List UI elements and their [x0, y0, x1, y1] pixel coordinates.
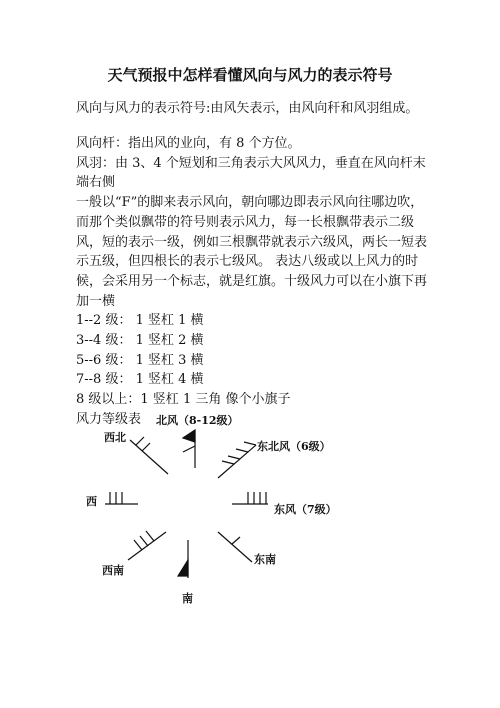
scale-line-5-6: 5--6 级： 1 竖杠 3 横 [76, 352, 204, 368]
label-northeast: 东北风（6级） [257, 440, 331, 453]
label-north: 北风（8-12级） [156, 414, 239, 427]
northeast-wind-symbol [218, 442, 256, 478]
paragraph-wind-pole: 风向杆：指出风的业向，有 8 个方位。 [76, 136, 301, 151]
intro-text: 风向与风力的表示符号:由风矢表示，由风向秆和风羽组成。 [76, 101, 419, 116]
label-southwest: 西南 [102, 564, 124, 577]
label-south: 南 [182, 592, 193, 605]
label-southeast: 东南 [254, 553, 276, 566]
southeast-wind-symbol [218, 532, 252, 562]
south-wind-symbol [178, 540, 188, 578]
scale-table-heading: 风力等级表 [76, 411, 142, 427]
page-title: 天气预报中怎样看懂风向与风力的表示符号 [107, 66, 393, 84]
paragraph-explanation: 一般以“F”的脚来表示风向，朝向哪边即表示风向往哪边吹，而那个类似飘带的符号则表示风力，每一长根飘带表示二级风，短的表示一级，例如三根飘带就表示六级风，两长一短表示五级，但四根长的表示七级风。 表达八级或以上风力的时候，会采用另一个标志，就是红旗。十级风力可以在小旗下再加一横 [76, 195, 428, 309]
southwest-wind-symbol [128, 531, 166, 560]
paragraph-wind-feather: 风羽：由 3、4 个短划和三角表示大风风力，垂直在风向杆末端右侧 [76, 155, 426, 191]
east-wind-symbol [232, 492, 268, 504]
label-east: 东风（7级） [274, 503, 337, 516]
scale-line-8-plus: 8 级以上：1 竖杠 1 三角 像个小旗子 [76, 392, 291, 408]
northwest-wind-symbol [130, 437, 168, 474]
west-wind-symbol [105, 492, 138, 504]
label-northwest: 西北 [104, 431, 126, 444]
north-wind-symbol [183, 430, 195, 468]
scale-line-1-2: 1--2 级： 1 竖杠 1 横 [76, 313, 204, 329]
scale-line-3-4: 3--4 级： 1 竖杠 2 横 [76, 333, 204, 349]
label-west: 西 [86, 495, 97, 508]
body-text [76, 134, 436, 430]
wind-symbol-diagram [70, 400, 430, 610]
scale-line-7-8: 7--8 级： 1 竖杠 4 横 [76, 372, 204, 388]
